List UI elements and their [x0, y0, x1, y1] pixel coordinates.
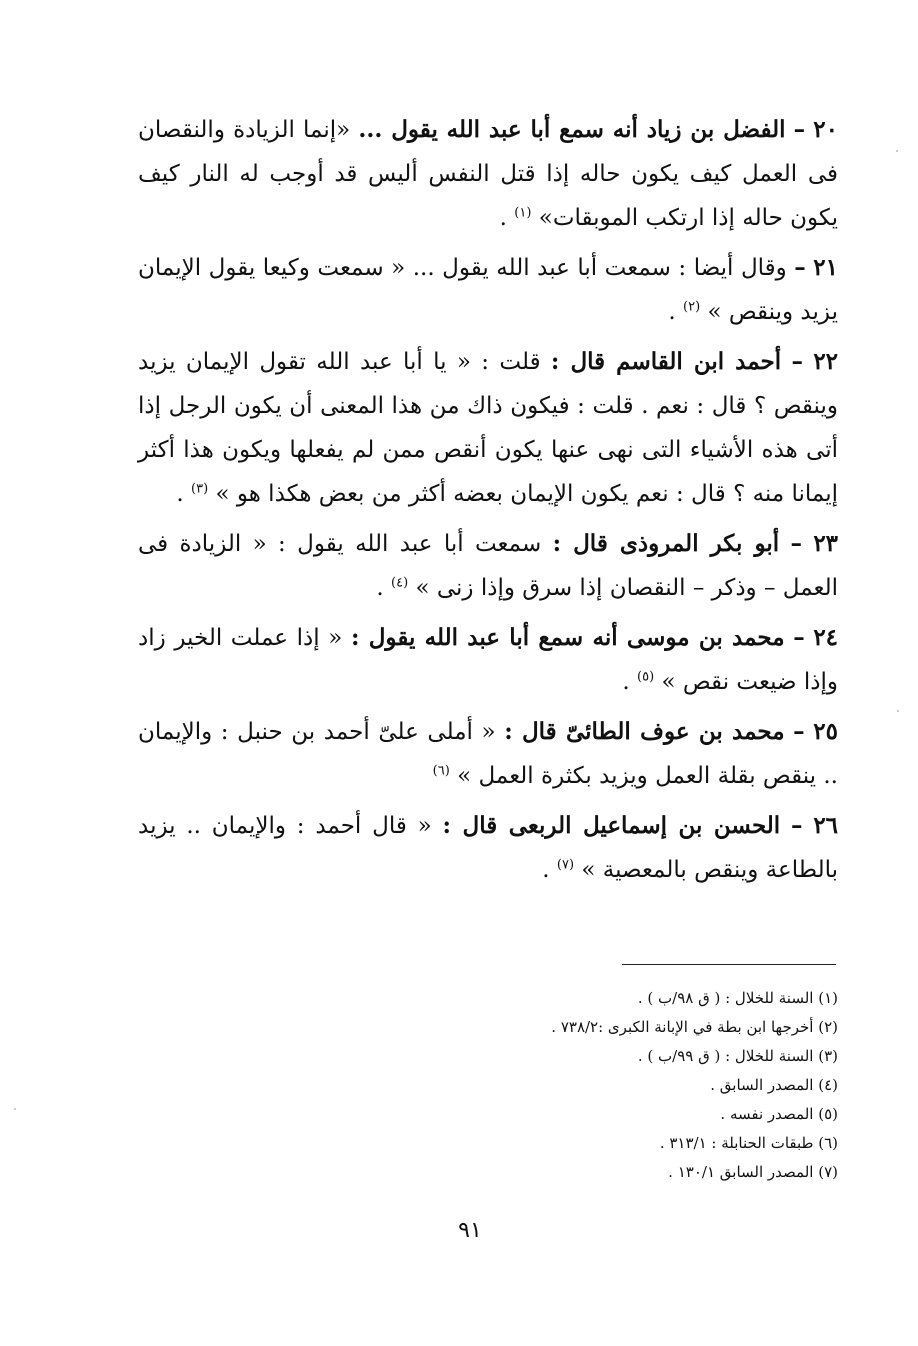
paragraph-text: « إذا عملت الخير زاد وإذا ضيعت نقص » [138, 625, 838, 695]
narrator-chain: محمد بن عوف الطائىّ قال : [504, 718, 785, 745]
paragraph-dash: – [794, 254, 806, 281]
main-text [138, 108, 838, 898]
narrator-chain: محمد بن موسى أنه سمع أبا عبد الله يقول : [350, 624, 785, 651]
scan-speck [896, 150, 898, 152]
paragraph-number: ٢٤ [813, 624, 839, 651]
paragraph-22 [138, 340, 838, 516]
paragraph-end: . [376, 575, 384, 601]
paragraph-text: سمعت أبا عبد الله يقول : « الزيادة فى العمل – وذكر – النقصان إذا سرق وإذا زنى » [138, 531, 838, 601]
paragraph-end: . [176, 481, 184, 507]
footnote-1: (١) السنة للخلال : ( ق ٩٨/ب ) . [637, 989, 838, 1007]
paragraph-dash: – [790, 530, 802, 557]
footnote-ref: (٦) [432, 763, 450, 779]
paragraph-text: وقال أيضا : سمعت أبا عبد الله يقول ... « سمعت وكيعا يقول الإيمان يزيد وينقص » [138, 255, 838, 325]
paragraph-dash: – [791, 812, 803, 839]
paragraph-24 [138, 616, 838, 704]
scan-speck [14, 1108, 16, 1110]
paragraph-end: . [542, 857, 550, 883]
paragraph-end: . [622, 669, 630, 695]
paragraph-dash: – [793, 116, 806, 143]
footnote-ref: (٤) [391, 575, 409, 591]
footnote-ref: (١) [514, 205, 532, 221]
paragraph-number: ٢٥ [813, 718, 838, 745]
paragraph-26 [138, 804, 838, 892]
paragraph-end: . [668, 299, 676, 325]
footnote-ref: (٢) [683, 299, 701, 315]
paragraph-number: ٢٣ [813, 530, 839, 557]
paragraph-text: « أملى علىّ أحمد بن حنبل : والإيمان .. ينقص بقلة العمل ويزيد بكثرة العمل » [138, 719, 838, 789]
paragraph-20 [138, 108, 838, 240]
paragraph-21 [138, 246, 838, 334]
paragraph-23 [138, 522, 838, 610]
footnote-divider [622, 964, 836, 965]
narrator-chain: أبو بكر المروذى قال : [552, 530, 780, 557]
footnote-ref: (٣) [191, 481, 209, 497]
paragraph-number: ٢٢ [813, 348, 839, 375]
footnote-4: (٤) المصدر السابق . [710, 1076, 838, 1094]
paragraph-text: قلت : « يا أبا عبد الله تقول الإيمان يزيد وينقص ؟ قال : نعم . قلت : فيكون ذاك من هذا المعنى أن يكون الرجل إذا أتى هذه الأشياء التى نهى عنها يكون أنقص ممن لم يفعلها ويكون هذا أكثر إيمانا منه ؟ قال : نعم يكون الإيمان بعضه أكثر من بعض هكذا هو » [138, 349, 838, 507]
footnote-ref: (٥) [637, 669, 655, 685]
footnotes [400, 984, 838, 1187]
paragraph-text: « قال أحمد : والإيمان .. يزيد بالطاعة وينقص بالمعصية » [138, 813, 838, 883]
footnote-6: (٦) طبقات الحنابلة : ٣١٣/١ . [659, 1134, 838, 1152]
paragraph-number: ٢٠ [813, 116, 839, 143]
narrator-chain: أحمد ابن القاسم قال : [550, 348, 782, 375]
paragraph-25 [138, 710, 838, 798]
footnote-2: (٢) أخرجها ابن بطة في الإبانة الكبرى :٧٣٨/٢ . [551, 1018, 838, 1036]
paragraph-dash: – [791, 348, 803, 375]
paragraph-dash: – [793, 718, 805, 745]
footnote-5: (٥) المصدر نفسه . [720, 1105, 838, 1123]
paragraph-dash: – [793, 624, 805, 651]
narrator-chain: الحسن بن إسماعيل الربعى قال : [442, 812, 781, 839]
paragraph-end: . [499, 205, 507, 231]
paragraph-number: ٢١ [813, 254, 839, 281]
footnote-7: (٧) المصدر السابق ١٣٠/١ . [668, 1163, 838, 1181]
footnote-3: (٣) السنة للخلال : ( ق ٩٩/ب ) . [637, 1047, 838, 1065]
paragraph-number: ٢٦ [813, 812, 839, 839]
footnote-ref: (٧) [556, 857, 575, 873]
scan-speck [897, 710, 899, 712]
page-number: ٩١ [458, 1218, 482, 1243]
narrator-chain: الفضل بن زياد أنه سمع أبا عبد الله يقول ... [358, 116, 786, 143]
paragraph-text: «إنما الزيادة والنقصان فى العمل كيف يكون حاله إذا قتل النفس أليس قد أوجب له النار كيف يكون حاله إذا ارتكب الموبقات» [138, 117, 838, 231]
